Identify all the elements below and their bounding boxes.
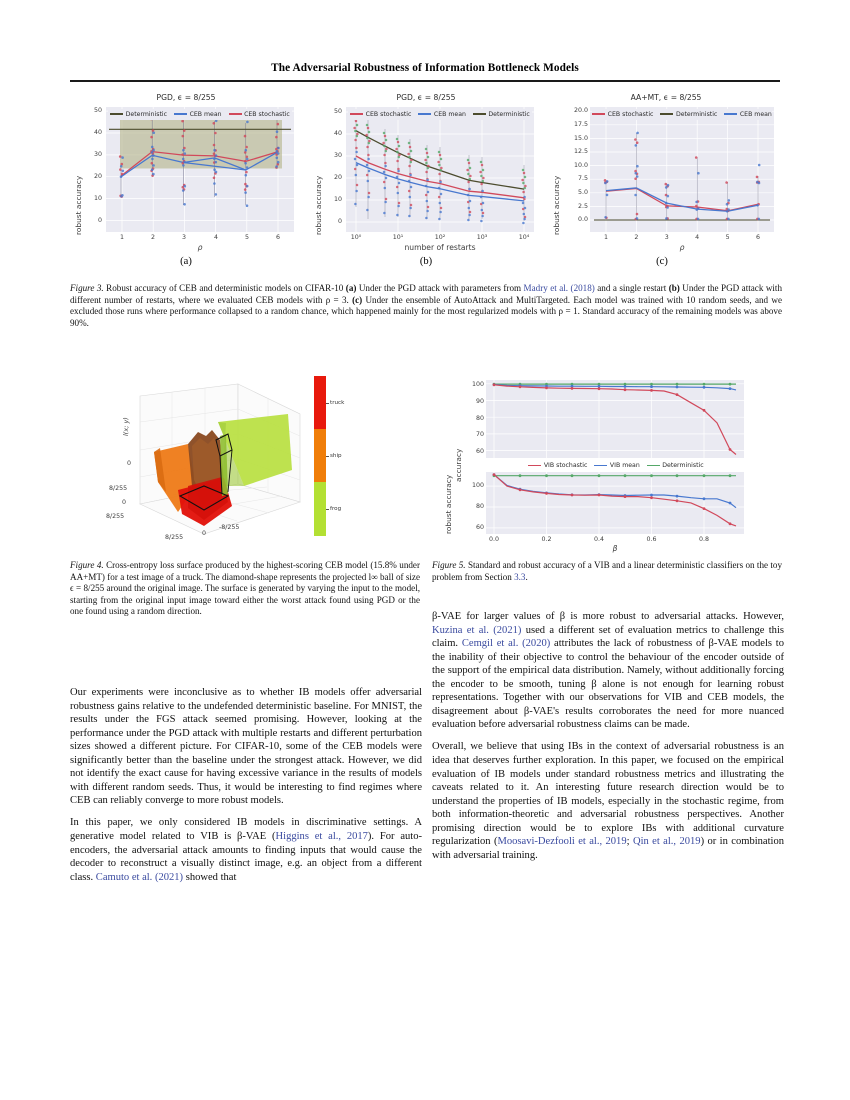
figure-5-top-svg bbox=[486, 380, 744, 458]
figure-5-caption-end: . bbox=[525, 571, 528, 582]
xtick-a-5: 6 bbox=[275, 234, 280, 241]
ytick-a-5: 50 bbox=[93, 107, 102, 114]
legend-b bbox=[348, 109, 532, 120]
right-p2-a: Overall, we believe that using IBs in the context of adversarial robustness is an idea that deserves further exploration. In this paper, we focused on the empirical evaluation of IB models under standard robustness metrics and illustrating the caveats related to it. An interesting future research direction would be to understand the properties of IB models, especially in the stochastic regime, from both information-theoretic and adversarial robustness perspectives. Another promising direction would be to explore IBs with additional curvature regularization ( bbox=[432, 741, 784, 848]
legend-item-vib-mean bbox=[594, 462, 639, 469]
xtick-b-1: 10¹ bbox=[392, 234, 404, 241]
legend-label-deterministic-a: Deterministic bbox=[125, 110, 168, 118]
ytick-c-8: 20.0 bbox=[573, 107, 588, 115]
right-p2-mid: ; bbox=[626, 836, 633, 848]
fig5-xtick-0: 0.0 bbox=[488, 536, 499, 543]
fig5-bot-ytick-2: 100 bbox=[471, 482, 484, 489]
legend-item-ceb-mean-b bbox=[418, 111, 466, 118]
legend-label-ceb-stochastic-a: CEB stochastic bbox=[244, 110, 290, 118]
xtick-c-3: 4 bbox=[695, 234, 700, 241]
ytick-a-2: 20 bbox=[93, 173, 102, 180]
right-paragraph-2 bbox=[432, 740, 784, 862]
x-axis-label-c: ρ bbox=[679, 243, 685, 252]
legend-swatch-vib-stochastic bbox=[528, 465, 541, 466]
colorbar-tick-frog bbox=[326, 509, 329, 510]
plot-svg-a bbox=[106, 107, 294, 232]
xtick-a-3: 4 bbox=[213, 234, 218, 241]
legend-item-ceb-stochastic-a bbox=[229, 111, 290, 118]
ytick-c-4: 10.0 bbox=[573, 161, 588, 169]
ytick-c-0: 0.0 bbox=[577, 216, 588, 223]
figure-5-caption-section-ref[interactable]: 3.3 bbox=[514, 571, 526, 582]
figure-4-caption-text: Cross-entropy loss surface produced by the highest-scoring CEB model (15.8% under AA+MT) for a test image of a truck. The diamond-shape represents the projected l∞ ball of size ϵ = 8/255 around the original image. The surface is generated by varying the input to the model, starting from the original input image toward either the worst attack found using PGD or the one found using a random direction. bbox=[70, 560, 420, 617]
fig5-xtick-4: 0.8 bbox=[698, 536, 709, 543]
citation-higgins[interactable]: Higgins et al., 2017 bbox=[275, 830, 368, 842]
right-p1-c: attributes the lack of robustness of β-VAE models to the inability of their objective to control the behaviour of the encoder outside of the support of the empirical data distribution. Namely, without additionally forcing the encoder to be smooth, tuning β alone is not enough for learning robust representations. Together with our observations for VIB and CEB models, the disagreement about β-VAE's results corroborates the need for more nuanced evaluation before adversarial robustness claims can be made. bbox=[432, 638, 784, 731]
fig5-xtick-2: 0.4 bbox=[593, 536, 604, 543]
fig5-top-ytick-3: 90 bbox=[475, 397, 484, 405]
figure-5-caption-text: Standard and robust accuracy of a VIB and a linear deterministic classifiers on the toy problem from Section bbox=[432, 560, 782, 582]
ytick-c-7: 17.5 bbox=[573, 120, 588, 128]
right-p1-b: used a different set of evaluation metrics to challenge this claim. bbox=[432, 624, 784, 650]
panel-label-a: (a) bbox=[180, 256, 192, 267]
plot-area-c bbox=[590, 107, 774, 232]
legend-label-ceb-mean-a: CEB mean bbox=[189, 110, 222, 118]
legend-label-deterministic-c: Deterministic bbox=[675, 110, 718, 118]
ytick-b-1: 10 bbox=[333, 196, 342, 203]
legend-item-deterministic-fig5 bbox=[647, 462, 704, 469]
y-axis-label-b: robust accuracy bbox=[314, 175, 323, 235]
left-p2-a: In this paper, we only considered IB models in discriminative settings. A generative model related to VIB is β-VAE ( bbox=[70, 817, 422, 842]
legend-swatch-deterministic-c bbox=[660, 113, 673, 114]
xtick-b-3: 10³ bbox=[476, 234, 488, 241]
legend-item-deterministic-b bbox=[473, 111, 530, 118]
colorbar-tick-ship bbox=[326, 456, 329, 457]
fig3-cap-t5: Under the ensemble of AutoAttack and MultiTargeted. Each model was trained with 10 random seeds, and we excluded those runs where performance collapsed to a random chance, which happened mainly for the most regularized models with ρ = 1. Standard accuracy of the remaining models was above 90%. bbox=[70, 294, 782, 328]
legend-label-ceb-mean-c: CEB mean bbox=[739, 110, 772, 118]
xtick-c-1: 2 bbox=[634, 234, 639, 241]
fig3-cap-t1: Robust accuracy of CEB and deterministic models on CIFAR-10 bbox=[103, 283, 346, 293]
xtick-b-2: 10² bbox=[434, 234, 446, 241]
right-p1-a: β-VAE for larger values of β is more robust to adversarial attacks. However, bbox=[432, 611, 784, 622]
fig4-tick-2: 0 bbox=[122, 499, 127, 506]
legend-swatch-ceb-stochastic-a bbox=[229, 113, 242, 114]
fig3-cap-b1: (a) bbox=[345, 283, 357, 293]
left-p2-c: showed that bbox=[183, 871, 237, 883]
legend-label-vib-stochastic: VIB stochastic bbox=[543, 462, 588, 469]
fig4-tick-0: 0 bbox=[127, 460, 132, 467]
legend-a bbox=[108, 109, 292, 120]
figure-4-surface-plot bbox=[92, 374, 392, 554]
left-paragraph-1: Our experiments were inconclusive as to whether IB models offer adversarial robustness gains relative to the undefended deterministic baseline. For MNIST, the results under the FGS attack seemed promising. However, looking at the performance under the PGD attack with multiple restarts and different perturbation sizes showed a different picture. For CIFAR-10, some of the CEB models were significantly better than the baseline under the strongest attack. However, we did not identify the exact cause for having excessive variance in the results of models with different random seeds. Thus, it would be interesting to find regimes where CEB can reliably converge to more robust models. bbox=[70, 687, 422, 807]
legend-label-vib-mean: VIB mean bbox=[609, 462, 640, 469]
plot-svg-b bbox=[346, 107, 534, 232]
legend-label-ceb-mean-b: CEB mean bbox=[433, 110, 466, 118]
chart-title-b: PGD, ϵ = 8/255 bbox=[396, 93, 456, 102]
legend-item-deterministic-c bbox=[660, 111, 717, 118]
ytick-c-6: 15.0 bbox=[573, 134, 588, 142]
legend-label-deterministic-fig5: Deterministic bbox=[662, 462, 704, 469]
fig5-xtick-3: 0.6 bbox=[646, 536, 657, 543]
legend-c bbox=[592, 109, 772, 120]
fig3-cap-t3: and a single restart bbox=[594, 283, 669, 293]
ytick-c-2: 5.0 bbox=[577, 189, 588, 196]
ytick-a-4: 40 bbox=[93, 129, 102, 136]
figure-5-bottom-plot-area bbox=[486, 472, 744, 534]
xtick-a-2: 3 bbox=[181, 234, 186, 241]
left-column-body bbox=[70, 686, 422, 893]
chart-title-a: PGD, ϵ = 8/255 bbox=[156, 93, 216, 102]
colorbar-label-ship: ship bbox=[330, 453, 342, 459]
fig3-cap-b3: (c) bbox=[352, 294, 363, 305]
figure-4-z-axis-label: l(x; y) bbox=[122, 417, 130, 436]
fig5-bot-ytick-0: 60 bbox=[475, 524, 484, 531]
xtick-a-1: 2 bbox=[150, 234, 155, 241]
figure-4-caption bbox=[70, 560, 420, 618]
ytick-a-1: 10 bbox=[93, 195, 102, 202]
ytick-c-1: 2.5 bbox=[577, 202, 588, 210]
legend-label-deterministic-b: Deterministic bbox=[488, 110, 530, 118]
citation-kuzina[interactable]: Kuzina et al. (2021) bbox=[432, 624, 522, 636]
figure-5-legend bbox=[500, 460, 732, 471]
figure-5-caption bbox=[432, 560, 782, 583]
xtick-c-5: 6 bbox=[755, 234, 760, 241]
fig4-tick-3: 8/255 bbox=[106, 513, 125, 520]
figure-5-chart bbox=[440, 374, 770, 556]
left-p2-b: ). For auto-encoders, the adversarial attack amounts to finding inputs that would cause the decoder to reconstruct a visually distinct image, e.g. an object from a different class. bbox=[70, 830, 422, 883]
figure-5-caption-label: Figure 5. bbox=[432, 560, 466, 570]
fig5-top-ytick-0: 60 bbox=[475, 448, 484, 455]
legend-item-ceb-mean-a bbox=[174, 111, 222, 118]
xtick-c-2: 3 bbox=[664, 234, 669, 241]
fig3-cap-citation-madry[interactable]: Madry et al. (2018) bbox=[523, 283, 595, 293]
ytick-b-3: 30 bbox=[333, 152, 342, 159]
fig4-tick-5: 0 bbox=[202, 530, 207, 537]
citation-qin[interactable]: Qin et al., 2019 bbox=[632, 836, 701, 848]
y-axis-label-c: robust accuracy bbox=[552, 175, 561, 235]
legend-swatch-ceb-mean-a bbox=[174, 113, 187, 114]
legend-swatch-ceb-mean-c bbox=[724, 113, 737, 114]
ytick-c-3: 7.5 bbox=[577, 175, 588, 183]
legend-item-deterministic-a bbox=[110, 111, 167, 118]
legend-swatch-deterministic-fig5 bbox=[647, 465, 660, 466]
x-axis-label-a: ρ bbox=[197, 243, 203, 252]
xtick-a-0: 1 bbox=[119, 234, 124, 241]
figure-3-caption bbox=[70, 283, 782, 329]
legend-label-ceb-stochastic-b: CEB stochastic bbox=[365, 110, 412, 118]
figure-3a-chart bbox=[70, 93, 302, 265]
figure-5-bottom-svg bbox=[486, 472, 744, 534]
figure-5-bottom-y-label: robust accuracy bbox=[444, 474, 453, 534]
ytick-b-0: 0 bbox=[337, 218, 342, 225]
ytick-b-2: 20 bbox=[333, 174, 342, 181]
plot-area-b bbox=[346, 107, 534, 232]
colorbar-segment-frog bbox=[314, 482, 326, 536]
figure-3c-chart bbox=[550, 93, 782, 265]
xtick-c-0: 1 bbox=[603, 234, 608, 241]
legend-swatch-ceb-stochastic-b bbox=[350, 113, 363, 114]
colorbar-label-frog: frog bbox=[330, 506, 342, 512]
figure-4-colorbar bbox=[314, 376, 345, 536]
ytick-b-4: 40 bbox=[333, 130, 342, 137]
panel-label-b: (b) bbox=[419, 256, 433, 267]
right-paragraph-1 bbox=[432, 610, 784, 732]
fig5-top-ytick-4: 100 bbox=[471, 381, 484, 389]
legend-swatch-deterministic-a bbox=[110, 113, 123, 114]
figure-4-caption-label: Figure 4. bbox=[70, 560, 104, 570]
legend-item-ceb-stochastic-b bbox=[350, 111, 411, 118]
fig4-tick-1: 8/255 bbox=[109, 485, 128, 492]
legend-item-vib-stochastic bbox=[528, 462, 587, 469]
panel-label-c: (c) bbox=[656, 256, 668, 267]
x-axis-label-b: number of restarts bbox=[404, 243, 476, 252]
xtick-b-0: 10⁰ bbox=[350, 234, 362, 241]
citation-cemgil[interactable]: Cemgil et al. (2020) bbox=[461, 638, 551, 650]
colorbar-tick-truck bbox=[326, 403, 329, 404]
ytick-c-5: 12.5 bbox=[573, 148, 588, 156]
plot-area-a bbox=[106, 107, 294, 232]
fig5-top-ytick-1: 70 bbox=[475, 431, 484, 439]
right-p2-b: ) or in combination with adversarial training. bbox=[432, 836, 785, 861]
ytick-b-5: 50 bbox=[333, 108, 342, 115]
running-head: The Adversarial Robustness of Information Bottleneck Models bbox=[271, 62, 579, 74]
figure-3-caption-label: Figure 3. bbox=[70, 283, 104, 293]
y-axis-label-a: robust accuracy bbox=[74, 175, 83, 235]
header-rule bbox=[70, 80, 780, 82]
right-column-body bbox=[432, 610, 784, 871]
chart-title-c: AA+MT, ϵ = 8/255 bbox=[630, 93, 702, 102]
plot-svg-c bbox=[590, 107, 774, 232]
legend-label-ceb-stochastic-c: CEB stochastic bbox=[607, 110, 654, 118]
fig4-tick-4: 8/255 bbox=[165, 534, 184, 541]
figure-5-top-y-label: accuracy bbox=[454, 448, 463, 482]
figure-5-top-plot-area bbox=[486, 380, 744, 458]
colorbar-segment-ship bbox=[314, 429, 326, 482]
fig5-top-ytick-2: 80 bbox=[475, 414, 484, 422]
colorbar-label-truck: truck bbox=[330, 400, 345, 406]
legend-swatch-deterministic-b bbox=[473, 113, 486, 114]
citation-moosavi[interactable]: Moosavi-Dezfooli et al., 2019 bbox=[497, 836, 627, 848]
citation-camuto[interactable]: Camuto et al. (2021) bbox=[95, 871, 184, 883]
ytick-a-3: 30 bbox=[93, 151, 102, 158]
legend-item-ceb-stochastic-c bbox=[592, 111, 653, 118]
legend-item-ceb-mean-c bbox=[724, 111, 772, 118]
left-paragraph-2 bbox=[70, 816, 422, 884]
colorbar-segment-truck bbox=[314, 376, 326, 429]
fig5-bot-ytick-1: 80 bbox=[475, 503, 484, 510]
fig3-cap-t4: Under the PGD attack with different number of restarts, where we evaluated CEB models with ρ = 3. bbox=[70, 283, 782, 305]
fig5-xtick-1: 0.2 bbox=[541, 536, 552, 543]
figure-3-row bbox=[70, 93, 782, 265]
fig3-cap-t2: Under the PGD attack with parameters from bbox=[356, 283, 524, 293]
xtick-a-4: 5 bbox=[244, 234, 249, 241]
fig3-cap-b2: (b) bbox=[668, 283, 680, 293]
fig4-tick-6: -8/255 bbox=[219, 524, 240, 531]
figure-3b-chart bbox=[310, 93, 542, 265]
legend-swatch-ceb-stochastic-c bbox=[592, 113, 605, 114]
xtick-c-4: 5 bbox=[725, 234, 730, 241]
ytick-a-0: 0 bbox=[97, 217, 102, 224]
legend-swatch-vib-mean bbox=[594, 465, 607, 466]
xtick-b-4: 10⁴ bbox=[518, 234, 530, 241]
figure-5-x-axis-label: β bbox=[612, 544, 618, 553]
legend-swatch-ceb-mean-b bbox=[418, 113, 431, 114]
